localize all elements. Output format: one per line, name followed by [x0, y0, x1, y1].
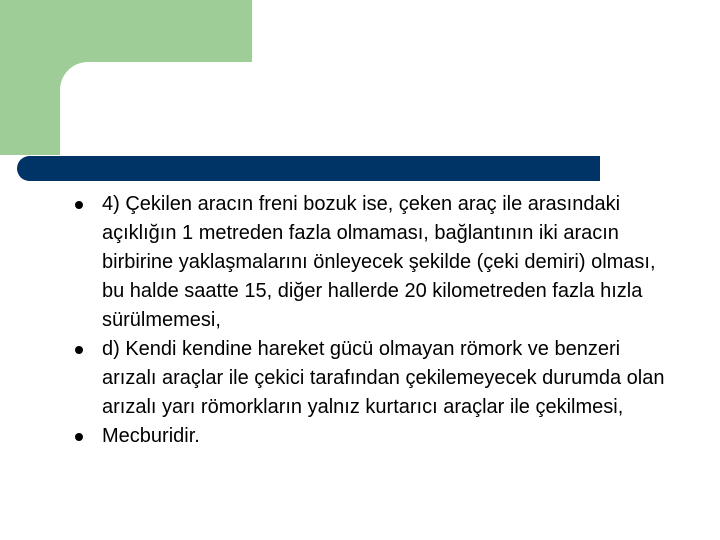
list-item — [72, 190, 672, 335]
bullet-text: Mecburidir. — [102, 425, 200, 447]
bullet-text: 4) Çekilen aracın freni bozuk ise, çeken araç ile arasındaki açıklığın 1 metreden fazla olmaması, bağlantının iki aracın birbirine yaklaşmalarını önleyecek şekilde (çeki demiri) olması, bu halde saatte 15, diğer hallerde 20 kilometreden fazla hızla sürülmemesi, — [102, 193, 656, 331]
list-item — [72, 422, 672, 451]
bullet-icon — [75, 433, 83, 441]
bullet-icon — [75, 346, 83, 354]
bullet-icon — [75, 201, 83, 209]
title-bar — [17, 156, 600, 181]
bullet-list — [72, 190, 672, 451]
list-item — [72, 335, 672, 422]
bullet-text: d) Kendi kendine hareket gücü olmayan römork ve benzeri arızalı araçlar ile çekici tarafından çekilemeyecek durumda olan arızalı yarı römorkların yalnız kurtarıcı araçlar ile çekilmesi, — [102, 338, 665, 418]
